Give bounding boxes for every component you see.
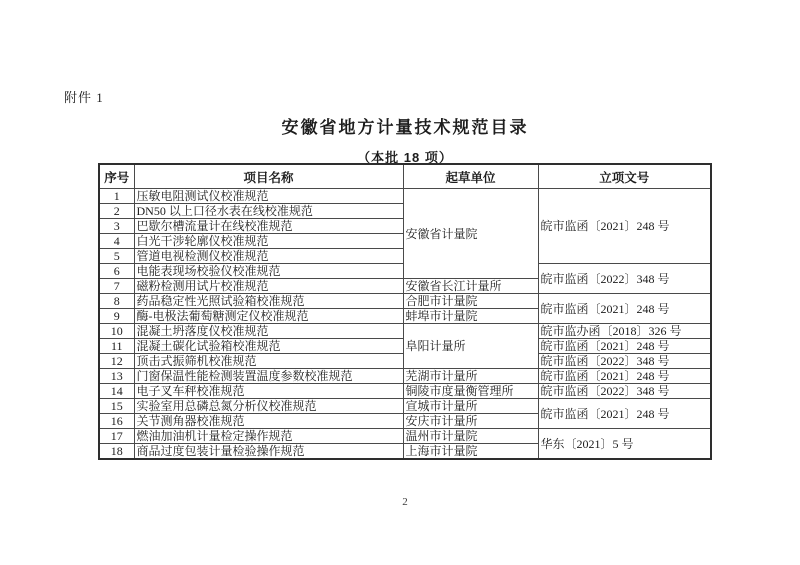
row-number-cell: 5 [99,249,134,264]
approval-doc-cell: 皖市监函〔2021〕248 号 [538,399,711,429]
row-number-cell: 4 [99,234,134,249]
table-row [99,429,711,444]
project-name-cell: 门窗保温性能检测装置温度参数校准规范 [134,369,403,384]
approval-doc-cell: 皖市监函〔2021〕248 号 [538,294,711,324]
table-header-row [99,164,711,189]
row-number-cell: 1 [99,189,134,204]
drafting-unit-cell: 温州市计量院 [403,429,538,444]
title-block [0,113,800,166]
drafting-unit-cell: 芜湖市计量所 [403,369,538,384]
row-number-cell: 9 [99,309,134,324]
row-number-cell: 13 [99,369,134,384]
project-name-cell: 混凝土碳化试验箱校准规范 [134,339,403,354]
row-number-cell: 3 [99,219,134,234]
table-row [99,324,711,339]
col-header-drafting-unit: 起草单位 [403,164,538,189]
row-number-cell: 17 [99,429,134,444]
drafting-unit-cell: 蚌埠市计量院 [403,309,538,324]
project-name-cell: 酶-电极法葡萄糖测定仪校准规范 [134,309,403,324]
row-number-cell: 16 [99,414,134,429]
project-name-cell: 白光干涉轮廓仪校准规范 [134,234,403,249]
drafting-unit-cell: 上海市计量院 [403,444,538,460]
drafting-unit-cell: 安徽省计量院 [403,189,538,279]
row-number-cell: 7 [99,279,134,294]
project-name-cell: 压敏电阻测试仪校准规范 [134,189,403,204]
table-row [99,399,711,414]
row-number-cell: 14 [99,384,134,399]
catalog-table [98,163,712,460]
row-number-cell: 10 [99,324,134,339]
drafting-unit-cell: 阜阳计量所 [403,324,538,369]
drafting-unit-cell: 合肥市计量院 [403,294,538,309]
approval-doc-cell: 皖市监办函〔2018〕326 号 [538,324,711,339]
project-name-cell: 药品稳定性光照试验箱校准规范 [134,294,403,309]
project-name-cell: 管道电视检测仪校准规范 [134,249,403,264]
project-name-cell: 混凝土坍落度仪校准规范 [134,324,403,339]
project-name-cell: 关节测角器校准规范 [134,414,403,429]
project-name-cell: 电子叉车秤校准规范 [134,384,403,399]
project-name-cell: 巴歇尔槽流量计在线校准规范 [134,219,403,234]
project-name-cell: 商品过度包装计量检验操作规范 [134,444,403,460]
page-number: 2 [402,496,408,508]
project-name-cell: 实验室用总磷总氮分析仪校准规范 [134,399,403,414]
col-header-approval-doc: 立项文号 [538,164,711,189]
col-header-project-name: 项目名称 [134,164,403,189]
drafting-unit-cell: 宣城市计量所 [403,399,538,414]
table-row [99,384,711,399]
approval-doc-cell: 皖市监函〔2022〕348 号 [538,354,711,369]
project-name-cell: DN50 以上口径水表在线校准规范 [134,204,403,219]
approval-doc-cell: 皖市监函〔2021〕248 号 [538,339,711,354]
table-row [99,369,711,384]
project-name-cell: 电能表现场校验仪校准规范 [134,264,403,279]
approval-doc-cell: 皖市监函〔2022〕348 号 [538,384,711,399]
attachment-label: 附件 1 [64,90,104,105]
row-number-cell: 12 [99,354,134,369]
row-number-cell: 11 [99,339,134,354]
project-name-cell: 燃油加油机计量检定操作规范 [134,429,403,444]
table-row [99,294,711,309]
row-number-cell: 18 [99,444,134,460]
row-number-cell: 6 [99,264,134,279]
drafting-unit-cell: 安徽省长江计量所 [403,279,538,294]
row-number-cell: 2 [99,204,134,219]
table-row [99,189,711,204]
row-number-cell: 8 [99,294,134,309]
page-title: 安徽省地方计量技术规范目录 [281,118,529,137]
drafting-unit-cell: 铜陵市度量衡管理所 [403,384,538,399]
drafting-unit-cell: 安庆市计量所 [403,414,538,429]
table-body [99,189,711,460]
project-name-cell: 顶击式振筛机校准规范 [134,354,403,369]
approval-doc-cell: 皖市监函〔2022〕348 号 [538,264,711,294]
table-header [99,164,711,189]
approval-doc-cell: 华东〔2021〕5 号 [538,429,711,460]
col-header-number: 序号 [99,164,134,189]
project-name-cell: 磁粉检测用试片校准规范 [134,279,403,294]
approval-doc-cell: 皖市监函〔2021〕248 号 [538,189,711,264]
page-subtitle: （本批 18 项） [357,150,453,165]
row-number-cell: 15 [99,399,134,414]
approval-doc-cell: 皖市监函〔2021〕248 号 [538,369,711,384]
